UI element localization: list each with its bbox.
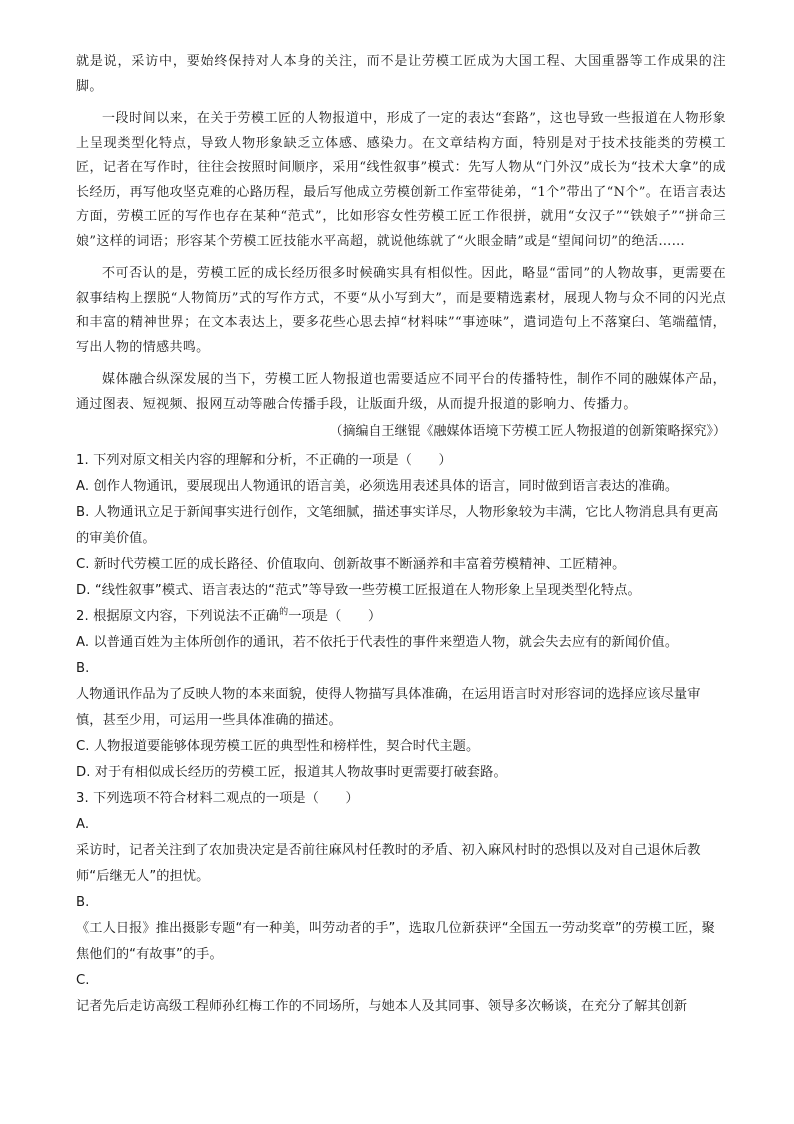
question-2-stem-part-2: 一项是（ ） (288, 609, 382, 624)
question-2-option-c: C. 人物报道要能够体现劳模工匠的典型性和榜样性，契合时代主题。 (76, 739, 480, 754)
question-1-option-d: D. “线性叙事”模式、语言表达的“范式”等导致一些劳模工匠报道在人物形象上呈现类型化特点。 (76, 583, 641, 598)
question-2-option-b: 人物通讯作品为了反映人物的本来面貌，使得人物描写具体准确，在运用语言时对形容词的选择应该尽量审慎，甚至少用，可运用一些具体准确的描述。 (76, 687, 701, 728)
question-3-option-b-label: B. (76, 895, 90, 910)
question-2-option-b-label: B. (76, 661, 90, 676)
material-paragraph-2: 一段时间以来，在关于劳模工匠的人物报道中，形成了一定的表达“套路”，这也导致一些报道在人物形象上呈现类型化特点，导致人物形象缺乏立体感、感染力。在文章结构方面，特别是对于技术技能类的劳模工匠，记者在写作时，往往会按照时间顺序，采用“线性叙事”模式：先写人物从“门外汉”成长为“技术大拿”的成长经历，再写他攻坚克难的心路历程，最后写他成立劳模创新工作室带徒弟，“1个”带出了“N个”。在语言表达方面，劳模工匠的写作也存在某种“范式”，比如形容女性劳模工匠工作很拼，就用“女汉子”“铁娘子”“拼命三娘”这样的词语；形容某个劳模工匠技能水平高超，就说他练就了“火眼金睛”或是“望闻问切”的绝活…… (76, 111, 726, 249)
material-paragraph-3: 不可否认的是，劳模工匠的成长经历很多时候确实具有相似性。因此，略显“雷同”的人物故事，更需要在叙事结构上摆脱“人物简历”式的写作方式，不要“从小写到大”，而是要精选素材，展现人物与众不同的闪光点和丰富的精神世界；在文本表达上，要多花些心思去掉“材料味”“事迹味”，遣词造句上不落窠臼、笔端蕴情，写出人物的情感共鸣。 (76, 266, 726, 355)
question-2-option-a: A. 以普通百姓为主体所创作的通讯，若不依托于代表性的事件来塑造人物，就会失去应有的新闻价值。 (76, 635, 679, 650)
question-3-option-a: 采访时，记者关注到了农加贵决定是否前往麻风村任教时的矛盾、初入麻风村时的恐惧以及对自己退休后教师“后继无人”的担忧。 (76, 843, 701, 884)
question-2-stem (76, 604, 726, 630)
question-2-stem-superscript: 的 (279, 607, 289, 618)
material-paragraph-1: 就是说，采访中，要始终保持对人本身的关注，而不是让劳模工匠成为大国工程、大国重器等工作成果的注脚。 (76, 54, 726, 94)
question-2-option-d: D. 对于有相似成长经历的劳模工匠，报道其人物故事时更需要打破套路。 (76, 765, 507, 780)
document-page (76, 50, 726, 1020)
question-3-option-a-label: A. (76, 817, 90, 832)
question-3-option-c-label: C. (76, 973, 90, 988)
question-1-option-a: A. 创作人物通讯，要展现出人物通讯的语言美，必须选用表述具体的语言，同时做到语言表达的准确。 (76, 479, 679, 494)
question-3-option-b: 《工人日报》推出摄影专题“有一种美，叫劳动者的手”，选取几位新获评“全国五一劳动奖章”的劳模工匠，聚焦他们的“有故事”的手。 (76, 921, 715, 962)
material-paragraph-4: 媒体融合纵深发展的当下，劳模工匠人物报道也需要适应不同平台的传播特性，制作不同的融媒体产品，通过图表、短视频、报网互动等融合传播手段，让版面升级，从而提升报道的影响力、传播力。 (76, 372, 726, 412)
question-1-stem: 1. 下列对原文相关内容的理解和分析，不正确的一项是（ ） (76, 453, 452, 468)
question-3-stem: 3. 下列选项不符合材料二观点的一项是（ ） (76, 791, 359, 806)
question-3-option-c: 记者先后走访高级工程师孙红梅工作的不同场所，与她本人及其同事、领导多次畅谈，在充分了解其创新 (76, 999, 688, 1014)
source-citation: （摘编自王继锟《融媒体语境下劳模工匠人物报道的创新策略探究》） (329, 424, 726, 439)
question-1-option-c: C. 新时代劳模工匠的成长路径、价值取向、创新故事不断涵养和丰富着劳模精神、工匠精神。 (76, 557, 626, 572)
question-1-option-b: B. 人物通讯立足于新闻事实进行创作，文笔细腻，描述事实详尽，人物形象较为丰满，它比人物消息具有更高的审美价值。 (76, 505, 719, 546)
question-2-stem-part-1: 2. 根据原文内容，下列说法不正确 (76, 609, 280, 624)
